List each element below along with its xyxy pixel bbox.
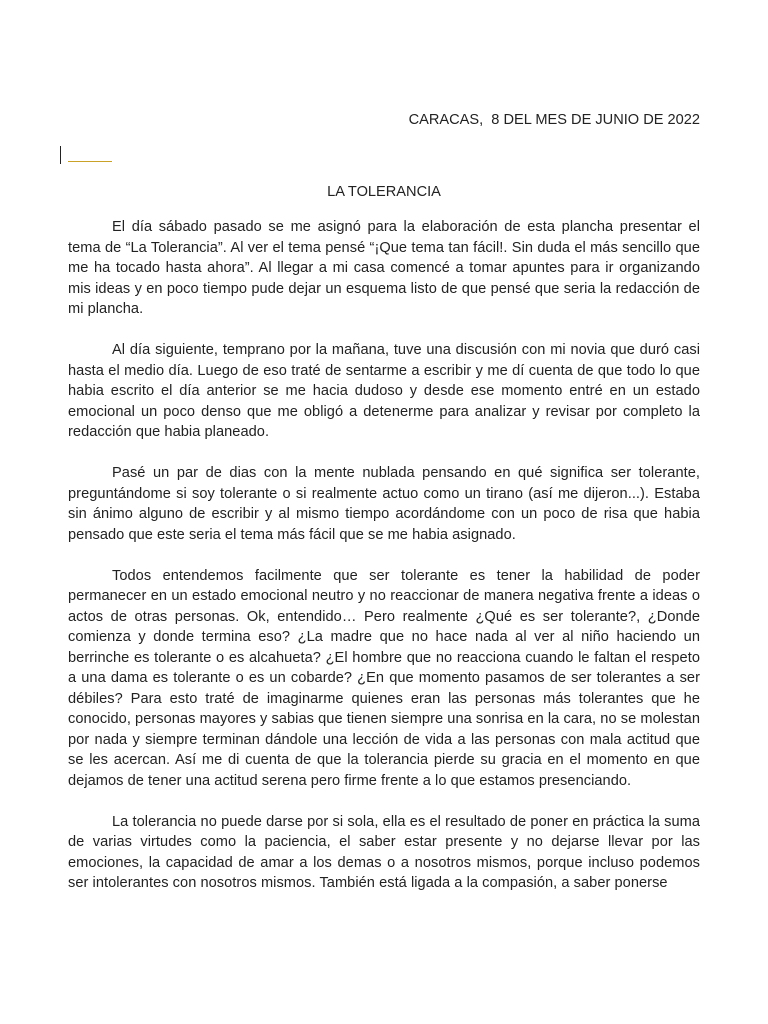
document-body [68,217,700,914]
paragraph: Todos entendemos facilmente que ser tolerante es tener la habilidad de poder permanecer en un estado emocional neutro y no reaccionar de manera negativa frente a ideas o actos de otras personas. Ok, entendido… Pero realmente ¿Qué es ser tolerante?, ¿Donde comienza y donde termina eso? ¿La madre que no hace nada al ver al niño haciendo un berrinche es tolerante o es alcahueta? ¿El hombre que no reacciona cuando le faltan el respeto a una dama es tolerante o es un cobarde? ¿En que momento pasamos de ser tolerantes a ser débiles? Para esto traté de imaginarme quienes eran las personas más tolerantes que he conocido, personas mayores y sabias que tienen siempre una sonrisa en la cara, no se molestan por nada y siempre terminan dándole una lección de vida a las personas con mala actitud que se les acercan. Así me di cuenta de que la tolerancia pierde su gracia en el momento en que dejamos de tener una actitud serena pero firme frente a lo que estamos presenciando. [68,567,700,789]
date-line: CARACAS, 8 DEL MES DE JUNIO DE 2022 [408,112,700,128]
blank-underline [68,161,112,162]
paragraph: Pasé un par de dias con la mente nublada pensando en qué significa ser tolerante, preguntándome si soy tolerante o si realmente actuo como un tirano (así me dijeron...). Estaba sin ánimo alguno de escribir y al mismo tiempo acordándome con un poco de risa que habia pensado que este seria el tema más fácil que se me habia asignado. [68,465,700,543]
text-cursor [60,146,61,164]
paragraph: La tolerancia no puede darse por si sola, ella es el resultado de poner en práctica la suma de varias virtudes como la paciencia, el saber estar presente y no dejarse llevar por las emociones, la capacidad de amar a los demas o a nosotros mismos, porque incluso podemos ser intolerantes con nosotros mismos. También está ligada a la compasión, a saber ponerse [68,813,700,891]
paragraph: El día sábado pasado se me asignó para la elaboración de esta plancha presentar el tema de “La Tolerancia”. Al ver el tema pensé “¡Que tema tan fácil!. Sin duda el más sencillo que me ha tocado hasta ahora”. Al llegar a mi casa comencé a tomar apuntes para ir organizando mis ideas y en poco tiempo pude dejar un esquema listo de que pensé que seria la redacción de mi plancha. [68,219,700,317]
document-title: LA TOLERANCIA [327,184,441,200]
paragraph: Al día siguiente, temprano por la mañana, tuve una discusión con mi novia que duró casi hasta el medio día. Luego de eso traté de sentarme a escribir y me dí cuenta de que todo lo que habia escrito el día anterior se me hacia dudoso y desde ese momento entré en un estado emocional un poco denso que me obligó a detenerme para analizar y revisar por completo la redacción que habia planeado. [68,342,700,440]
